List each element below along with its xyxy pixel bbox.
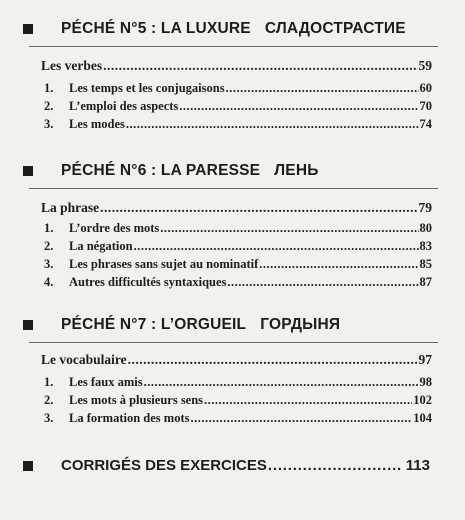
toc-entry[interactable] — [44, 220, 432, 236]
entry-number: 4. — [44, 275, 54, 289]
entry-number: 2. — [44, 393, 54, 407]
leader-dots — [134, 238, 419, 254]
toc-main-entry[interactable] — [41, 58, 432, 74]
leader-dots — [128, 352, 418, 368]
leader-dots — [259, 256, 418, 272]
square-bullet-icon — [23, 24, 33, 34]
entry-number: 3. — [44, 411, 54, 425]
entry-number: 1. — [44, 81, 54, 95]
section-peche-6 — [0, 160, 465, 289]
entry-page: 80 — [419, 221, 432, 235]
entry-page: 97 — [418, 352, 432, 367]
section-title — [61, 160, 319, 182]
entry-label: Les modes — [69, 117, 125, 131]
section-peche-7 — [0, 314, 465, 425]
leader-dots — [100, 200, 417, 216]
entry-page: 70 — [419, 99, 432, 113]
toc-main-entry[interactable] — [41, 200, 432, 216]
entry-label: La phrase — [41, 200, 100, 215]
entry-number: 3. — [44, 117, 54, 131]
section-title-fr: PÉCHÉ N°7 : L’ORGUEIL — [61, 316, 247, 333]
leader-dots — [204, 392, 412, 408]
square-bullet-icon — [23, 166, 33, 176]
toc-main-entry[interactable] — [61, 455, 430, 477]
toc-entry[interactable] — [44, 116, 432, 132]
entry-label: Le vocabulaire — [41, 352, 127, 367]
entry-number: 1. — [44, 221, 54, 235]
entry-number: 2. — [44, 99, 54, 113]
toc-entry[interactable] — [44, 80, 432, 96]
toc-entry[interactable] — [44, 98, 432, 114]
entry-page: 79 — [418, 200, 432, 215]
entry-page: 74 — [419, 117, 432, 131]
section-title — [61, 18, 406, 40]
leader-dots — [190, 410, 412, 426]
square-bullet-icon — [23, 320, 33, 330]
entry-label: La négation — [69, 239, 133, 253]
entry-label: CORRIGÉS DES EXERCICES — [61, 457, 267, 474]
entry-page: 59 — [418, 58, 432, 73]
entry-label: L’ordre des mots — [69, 221, 160, 235]
entry-label: Les phrases sans sujet au nominatif — [69, 257, 259, 271]
entry-page: 102 — [413, 393, 432, 407]
entry-page: 98 — [419, 375, 432, 389]
leader-dots — [126, 116, 419, 132]
section-peche-5 — [0, 18, 465, 131]
leader-dots — [268, 455, 401, 477]
section-title-fr: PÉCHÉ N°6 : LA PARESSE — [61, 162, 261, 179]
entry-number: 2. — [44, 239, 54, 253]
entry-label: Les temps et les conjugaisons — [69, 81, 225, 95]
section-heading — [0, 314, 465, 338]
section-corriges — [0, 455, 465, 479]
leader-dots — [144, 374, 419, 390]
section-title-ru: ЛЕНЬ — [274, 162, 319, 179]
toc-entry[interactable] — [44, 256, 432, 272]
entry-page: 83 — [419, 239, 432, 253]
toc-entry[interactable] — [44, 274, 432, 290]
section-divider — [29, 342, 438, 343]
leader-dots — [160, 220, 418, 236]
entry-label: L’emploi des aspects — [69, 99, 179, 113]
entry-label: Les mots à plusieurs sens — [69, 393, 204, 407]
section-divider — [29, 46, 438, 47]
toc-entry[interactable] — [44, 238, 432, 254]
leader-dots — [103, 58, 417, 74]
toc-main-entry[interactable] — [41, 352, 432, 368]
section-divider — [29, 188, 438, 189]
entry-page: 113 — [405, 457, 430, 474]
entry-page: 85 — [419, 257, 432, 271]
square-bullet-icon — [23, 461, 33, 471]
entry-page: 104 — [413, 411, 432, 425]
entry-label: La formation des mots — [69, 411, 190, 425]
leader-dots — [227, 274, 418, 290]
leader-dots — [179, 98, 418, 114]
toc-entry[interactable] — [44, 410, 432, 426]
entry-label: Les faux amis — [69, 375, 143, 389]
section-title-ru: ГОРДЫНЯ — [260, 316, 341, 333]
entry-page: 60 — [419, 81, 432, 95]
entry-number: 3. — [44, 257, 54, 271]
section-title — [61, 314, 340, 336]
section-heading — [0, 160, 465, 184]
section-title-ru: СЛАДОСТРАСТИЕ — [264, 20, 406, 37]
section-heading — [0, 18, 465, 42]
leader-dots — [226, 80, 419, 96]
toc-entry[interactable] — [44, 374, 432, 390]
section-title-fr: PÉCHÉ N°5 : LA LUXURE — [61, 20, 251, 37]
entry-page: 87 — [419, 275, 432, 289]
toc-entry[interactable] — [44, 392, 432, 408]
entry-number: 1. — [44, 375, 54, 389]
entry-label: Autres difficultés syntaxiques — [69, 275, 227, 289]
entry-label: Les verbes — [41, 58, 103, 73]
